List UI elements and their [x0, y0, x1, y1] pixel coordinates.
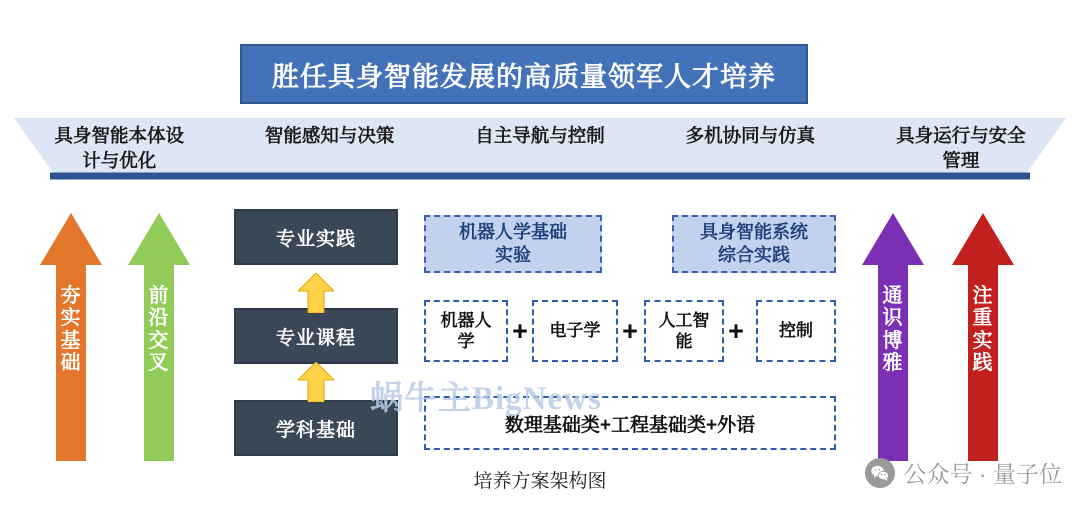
arrow-4-char-2: 重: [972, 307, 994, 330]
arrow-2-label: [128, 285, 190, 375]
domain-1-line1: 具身智能本体设: [54, 125, 184, 146]
domain-5-line1: 具身运行与安全: [896, 125, 1026, 146]
arrow-1-label: [40, 285, 102, 375]
figure-caption: 培养方案架构图: [473, 471, 607, 492]
box-discipline-foundation: [234, 400, 398, 456]
arrow-4-label: [952, 285, 1014, 375]
box-general-basics-label: 数理基础类+工程基础类+外语: [504, 414, 756, 436]
box-embodied-system-practice-label: [700, 221, 808, 268]
domain-band: [14, 118, 1066, 188]
box-robotics-lab: [424, 215, 602, 273]
domain-item-2: [224, 118, 434, 188]
box-robotics-line1: 机器人: [440, 310, 492, 330]
arrow-3-char-4: 雅: [882, 352, 904, 375]
title-banner: [240, 44, 808, 104]
arrow-1-char-4: 础: [60, 352, 82, 375]
arrow-up-foundation: [40, 213, 102, 461]
box-ai-line2: 能: [675, 332, 693, 351]
arrow-1-char-1: 夯: [60, 285, 82, 307]
arrow-up-frontier: [128, 213, 190, 461]
domain-1-line2: 计与优化: [82, 149, 157, 171]
arrow-up-practice: [952, 213, 1014, 461]
box-professional-practice: [234, 209, 398, 265]
box-professional-course: [234, 308, 398, 364]
plus-sign-1: +: [512, 316, 528, 346]
domain-3-line1: 自主导航与控制: [475, 125, 605, 146]
arrow-2-char-1: 前: [148, 285, 170, 307]
arrow-up-liberal-arts: [862, 213, 924, 461]
arrow-4-char-3: 实: [972, 329, 994, 352]
box-embodied-system-line1: 具身智能系统: [700, 221, 808, 242]
domain-labels: [14, 118, 1066, 188]
yellow-up-arrow-icon-2: [298, 362, 334, 402]
arrow-3-char-3: 博: [882, 329, 904, 352]
domain-item-4: [645, 118, 855, 188]
arrow-2-char-4: 叉: [148, 352, 170, 375]
yellow-arrow-shape-icon: [298, 273, 334, 313]
box-professional-practice-label: 专业实践: [275, 228, 356, 250]
box-discipline-foundation-label: 学科基础: [275, 419, 356, 441]
arrow-4-char-4: 践: [972, 352, 994, 375]
box-electronics: [532, 300, 618, 362]
box-embodied-system-practice: [672, 215, 836, 273]
arrow-3-char-2: 识: [882, 307, 904, 330]
arrow-2-char-2: 沿: [148, 307, 170, 330]
watermark-bottom-right-text: 公众号 · 量子位: [903, 461, 1062, 487]
box-electronics-label: 电子学: [549, 321, 601, 341]
box-robotics-label: [441, 310, 492, 353]
box-general-basics: [424, 396, 836, 450]
box-artificial-intelligence: [644, 300, 724, 362]
plus-sign-3: +: [728, 316, 744, 346]
arrow-3-label: [862, 285, 924, 375]
box-ai-line1: 人工智: [658, 310, 710, 330]
box-robotics-lab-line2: 实验: [495, 245, 531, 265]
box-robotics: [424, 300, 508, 362]
box-embodied-system-line2: 综合实践: [718, 245, 790, 265]
plus-sign-2: +: [622, 316, 638, 346]
box-robotics-lab-line1: 机器人学基础: [459, 221, 567, 242]
arrow-3-char-1: 通: [882, 285, 904, 307]
box-professional-course-label: 专业课程: [275, 327, 356, 349]
box-robotics-line2: 学: [457, 332, 475, 351]
domain-item-5: [856, 118, 1066, 188]
arrow-1-char-3: 基: [60, 329, 82, 352]
title-text: 胜任具身智能发展的高质量领军人才培养: [272, 61, 776, 92]
watermark-center: 蜗牛主BigNews: [370, 381, 602, 417]
box-ai-label: [659, 310, 710, 353]
arrow-1-char-2: 实: [60, 307, 82, 330]
domain-item-1: [14, 118, 224, 188]
box-control: [756, 300, 836, 362]
box-robotics-lab-label: [459, 221, 567, 268]
domain-2-line1: 智能感知与决策: [264, 125, 395, 146]
domain-5-line2: 管理: [942, 149, 980, 171]
yellow-arrow-shape-icon: [298, 362, 334, 402]
domain-item-3: [435, 118, 645, 188]
box-control-label: 控制: [779, 321, 813, 341]
yellow-up-arrow-icon-1: [298, 273, 334, 313]
arrow-4-char-1: 注: [972, 285, 994, 307]
arrow-2-char-3: 交: [148, 329, 170, 352]
domain-4-line1: 多机协同与仿真: [685, 125, 816, 146]
